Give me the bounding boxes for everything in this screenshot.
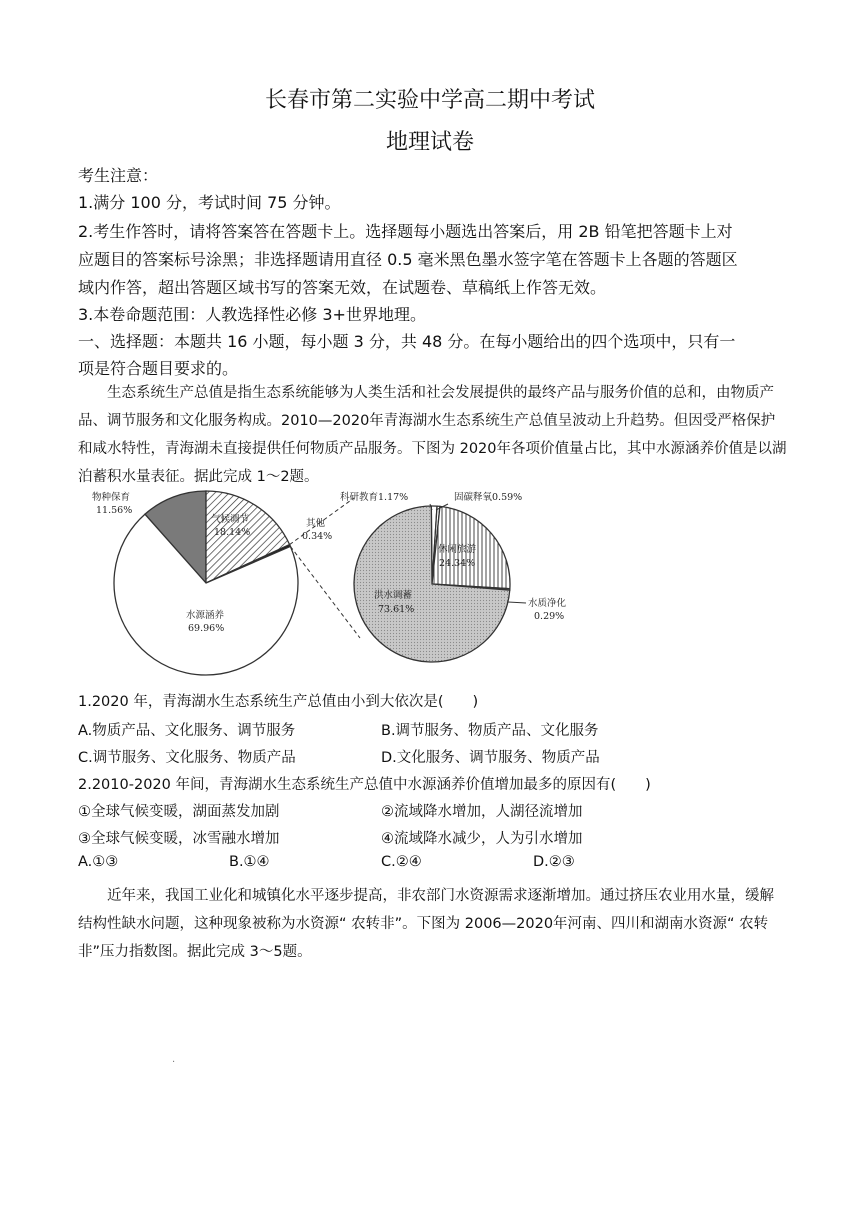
notice-item-1: 1.满分 100 分，考试时间 75 分钟。 (78, 193, 341, 212)
pie2-value-purify: 0.29% (534, 611, 565, 622)
stray-dot: . (172, 1054, 176, 1065)
notice-item-3: 3.本卷命题范围：人教选择性必修 3+世界地理。 (78, 305, 426, 324)
pie1-value-other: 0.34% (302, 531, 333, 542)
pie2-label-leisure: 休闲旅游 (438, 544, 477, 555)
section-heading-line-1: 一、选择题：本题共 16 小题，每小题 3 分，共 48 分。在每小题给出的四个选项中，只有一 (78, 332, 736, 351)
pie1-value-climate: 18.14% (214, 527, 251, 538)
pie1-label-climate: 气候调节 (211, 514, 250, 525)
exam-title: 长春市第二实验中学高二期中考试 (264, 88, 595, 113)
passage-1: 生态系统生产总值是指生态系统能够为人类生活和社会发展提供的最终产品与服务价值的总和，由物质产品、调节服务和文化服务构成。2010—2020年青海湖水生态系统生产总值呈波动上升趋势。但因受严格保护和咸水特性，青海湖未直接提供任何物质产品服务。下图为 2020年各项价值量占比，其中水源涵养价值是以湖泊蓄积水量表征。据此完成 1～2题。 (78, 385, 787, 485)
pie-charts-figure (92, 488, 578, 684)
pie2-value-leisure: 24.34% (439, 558, 476, 569)
question-2-stem: 2.2010-2020 年间，青海湖水生态系统生产总值中水源涵养价值增加最多的原因有( ) (78, 777, 651, 793)
notice-heading: 考生注意： (78, 166, 159, 185)
pie2-leader-purify (507, 602, 526, 603)
question-2-statement-4: ④流域降水减少，人为引水增加 (381, 831, 583, 847)
notice-item-2-line-3: 域内作答，超出答题区域书写的答案无效，在试题卷、草稿纸上作答无效。 (78, 278, 607, 297)
pie2-label-flood: 洪水调蓄 (374, 590, 413, 601)
pie1-label-other: 其他 (306, 518, 326, 529)
question-2-option-d: D.②③ (533, 854, 575, 870)
question-2-option-a: A.①③ (78, 854, 119, 870)
pie1-label-water: 水源涵养 (186, 610, 225, 621)
pie1-label-species: 物种保育 (92, 492, 131, 503)
question-2-statement-1: ①全球气候变暖，湖面蒸发加剧 (78, 804, 280, 820)
question-2-statement-2: ②流域降水增加，人湖径流增加 (381, 804, 583, 820)
section-heading-line-2: 项是符合题目要求的。 (78, 359, 239, 378)
question-2-option-c: C.②④ (381, 854, 422, 870)
exam-subtitle: 地理试卷 (385, 130, 474, 155)
connector-bottom (290, 546, 360, 638)
question-2-option-b: B.①④ (229, 854, 270, 870)
question-1-option-a: A.物质产品、文化服务、调节服务 (78, 723, 296, 739)
pie2-label-carbon: 固碳释氧0.59% (454, 492, 523, 503)
pie1-value-species: 11.56% (96, 505, 133, 516)
question-1-option-c: C.调节服务、文化服务、物质产品 (78, 750, 296, 766)
question-1-option-d: D.文化服务、调节服务、物质产品 (381, 750, 600, 766)
passage-2: 近年来，我国工业化和城镇化水平逐步提高，非农部门水资源需求逐渐增加。通过挤压农业用水量，缓解结构性缺水问题，这种现象被称为水资源“ 农转非”。下图为 2006—2020年河南、四川和湖南水资源“ 农转非”压力指数图。据此完成 3～5题。 (78, 888, 774, 960)
notice-item-2-line-1: 2.考生作答时，请将答案答在答题卡上。选择题每小题选出答案后，用 2B 铅笔把答题卡上对 (78, 222, 733, 241)
question-1-option-b: B.调节服务、物质产品、文化服务 (381, 723, 599, 739)
pie2-label-purify: 水质净化 (528, 598, 567, 609)
pie2-label-research: 科研教育1.17% (340, 492, 409, 503)
notice-item-2-line-2: 应题目的答案标号涂黑；非选择题请用直径 0.5 毫米黑色墨水签字笔在答题卡上各题的答题区 (78, 250, 738, 269)
pie2-value-flood: 73.61% (378, 604, 415, 615)
question-2-statement-3: ③全球气候变暖，冰雪融水增加 (78, 831, 280, 847)
question-1-stem: 1.2020 年，青海湖水生态系统生产总值由小到大依次是( ) (78, 694, 479, 710)
pie1-value-water: 69.96% (188, 623, 225, 634)
